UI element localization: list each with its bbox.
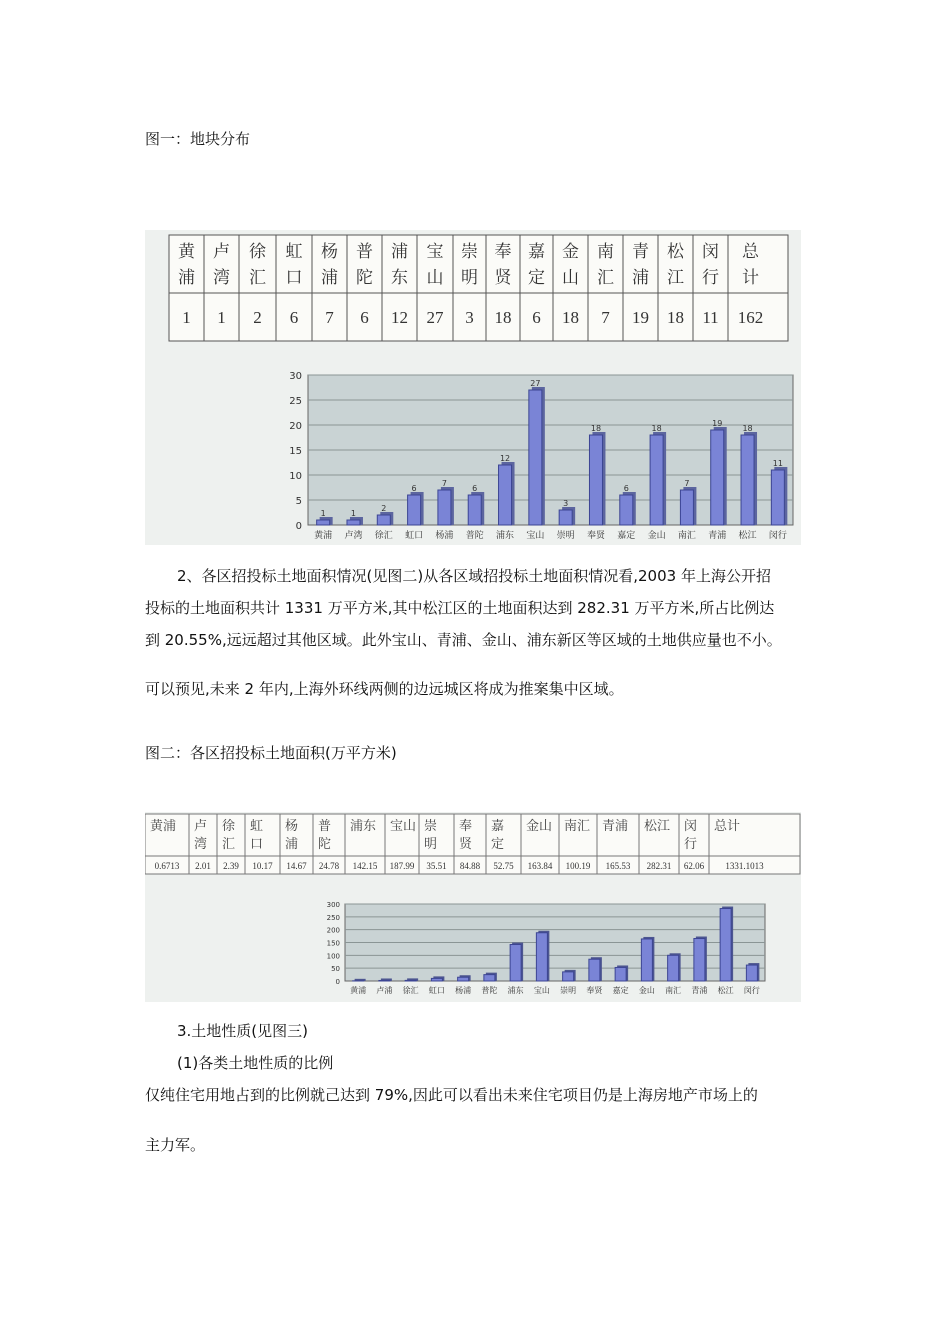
chart1-data-label: 18 [590,424,602,433]
chart2-xtick-label: 青浦 [691,986,708,995]
chart1-data-label: 12 [499,454,511,463]
table2-header-cell: 嘉 [491,819,505,834]
figure1-caption: 图一：地块分布 [145,130,251,148]
table1-header-cell: 奉 [494,242,512,262]
table1-header-cell: 明 [461,268,478,288]
table2-value-cell: 187.99 [389,861,415,871]
chart2-xtick-label: 卢浦 [376,986,393,995]
chart1-data-label: 6 [623,484,629,493]
table1-header-cell: 徐 [249,242,266,262]
chart1-bar [377,515,390,525]
chart1-ytick-label: 0 [295,521,302,532]
table2-header-cell: 陀 [318,837,332,852]
table2-header-cell: 浦东 [350,819,377,834]
chart1-xtick-label: 黄浦 [314,531,333,541]
table1-header-cell: 卢 [213,242,230,262]
chart1-data-label: 6 [472,484,478,493]
chart1-data-label: 19 [712,419,723,428]
chart2-bar [641,939,652,981]
chart1-data-label: 1 [350,509,357,518]
chart2-ytick-label: 250 [326,913,340,922]
chart1-bar [438,490,451,525]
table2-header-cell: 奉 [459,819,473,834]
table2-value-cell: 52.75 [493,861,514,871]
table1-value-cell: 162 [737,308,764,327]
chart2-ytick-label: 300 [326,901,340,909]
chart1-xtick-label: 徐汇 [374,531,393,541]
chart2-bar [510,945,521,981]
chart1-ytick-label: 30 [289,371,302,382]
table1-value-cell: 18 [667,308,684,327]
chart1-xtick-label: 青浦 [708,531,727,541]
table1-header-cell: 总 [742,242,759,262]
table2-value-cell: 163.84 [527,861,553,871]
chart1-bar [347,520,360,525]
table2-header-cell: 黄浦 [150,819,177,834]
table1-header-cell: 浦 [178,268,195,288]
chart1-xtick-label: 浦东 [496,531,515,541]
table2-value-cell: 165.53 [605,861,631,871]
table1-value-cell: 7 [325,308,334,327]
chart2-ytick-label: 0 [335,978,340,986]
table1-value-cell: 27 [426,308,444,327]
table2-header-cell: 卢 [194,819,208,834]
chart1-bar [711,430,724,525]
table1-value-cell: 6 [532,308,541,327]
table1-value-cell: 1 [182,308,191,327]
chart2-xtick-label: 杨浦 [455,986,472,995]
table1-header-cell: 陀 [356,268,373,288]
chart2-ytick-label: 150 [326,939,340,948]
chart2-bar [431,978,442,981]
table2-header-cell: 崇 [424,819,438,834]
chart1-xtick-label: 嘉定 [617,531,636,541]
chart1-xtick-label: 崇明 [556,531,575,541]
table2-header-cell: 湾 [194,837,208,852]
table2-value-cell: 24.78 [318,861,340,871]
chart1-xtick-label: 杨浦 [435,531,454,541]
chart2-ytick-label: 100 [326,952,340,961]
chart1-ytick-label: 25 [289,396,302,407]
table1-header-cell: 口 [285,268,303,288]
chart1-ytick-label: 15 [289,446,302,457]
table2-value-cell: 142.15 [352,861,378,871]
chart2-xtick-label: 奉贤 [586,986,603,995]
table1-header-cell: 闵 [702,242,719,262]
chart2-ytick-label: 200 [326,926,340,935]
table2-value-cell: 0.6713 [154,861,180,871]
figure2-caption: 图二：各区招投标土地面积(万平方米) [145,744,397,762]
chart2-xtick-label: 崇明 [560,986,577,995]
chart2-xtick-label: 松江 [717,986,734,995]
chart2-xtick-label: 黄浦 [350,986,367,995]
section3-title: 3.土地性质(见图三) [177,1022,309,1040]
table1-header-cell: 崇 [461,242,478,262]
chart1-bar [650,435,663,525]
paragraph-2 [145,560,825,656]
table1-value-cell: 11 [702,308,719,327]
table1-value-cell: 1 [217,308,226,327]
table1-header-cell: 贤 [494,268,512,288]
chart1-ytick-label: 5 [295,496,302,507]
chart2-xtick-label: 金山 [638,986,655,995]
chart1-bar [741,435,754,525]
table1-value-cell: 12 [391,308,408,327]
chart2-ytick-label: 50 [331,965,340,974]
table2-value-cell: 14.67 [286,861,307,871]
table1-header-cell: 浦 [632,268,649,288]
table1-value-cell: 6 [360,308,369,327]
chart1-xtick-label: 南汇 [677,531,696,541]
paragraph-2-line2: 投标的土地面积共计 1331 万平方米,其中松江区的土地面积达到 282.31 万平方米,所占比例达 [145,599,775,617]
figure2-svg [145,812,801,1002]
table2-header-cell: 闵 [684,819,698,834]
table1-header-cell: 山 [562,268,579,288]
table1-header-cell: 计 [742,268,759,288]
chart1-data-label: 11 [772,459,783,468]
table2-value-cell: 35.51 [426,861,447,871]
table1-header-cell: 南 [597,242,614,262]
chart2-bar [615,967,626,981]
table2-value-cell: 2.39 [223,861,239,871]
table2-value-cell: 62.06 [683,861,705,871]
table1-value-cell: 6 [289,308,299,327]
table2-header-cell: 南汇 [564,819,591,834]
table1-header-cell: 普 [356,242,373,262]
table2-value-cell: 100.19 [565,861,591,871]
chart1-xtick-label: 普陀 [465,531,484,541]
table2-header-cell: 行 [684,837,698,852]
table2-header-cell: 普 [318,819,332,834]
chart1-xtick-label: 卢湾 [344,531,363,541]
table1-header-cell: 虹 [285,242,303,262]
chart1-bar [468,495,481,525]
chart1-bar [529,390,542,525]
chart1-xtick-label: 闵行 [768,531,787,541]
chart2-xtick-label: 普陀 [481,986,498,995]
section3-line2: 主力军。 [145,1136,206,1154]
chart1-bar [499,465,512,525]
chart1-data-label: 7 [441,479,447,488]
chart2-xtick-label: 徐汇 [402,986,419,995]
figure2 [145,812,801,1002]
chart1-xtick-label: 松江 [738,531,757,541]
table1-header-cell: 黄 [178,242,195,262]
chart2-bar [379,980,390,981]
chart1-data-label: 7 [684,479,690,488]
chart2-bar [458,977,469,981]
chart2-bar [746,965,757,981]
chart2-bar [668,955,679,981]
table2-value-cell: 1331.1013 [725,861,764,871]
table2-value-cell: 10.17 [252,861,273,871]
section3-line1: 仅纯住宅用地占到的比例就己达到 79%,因此可以看出未来住宅项目仍是上海房地产市场上的 [145,1086,758,1104]
chart1-bar [408,495,421,525]
chart1-bar [771,470,784,525]
chart2-xtick-label: 南汇 [665,986,682,995]
table2-header-cell: 贤 [459,837,473,852]
table1-value-cell: 7 [601,308,610,327]
chart1-xtick-label: 宝山 [526,531,545,541]
chart2-bar [589,959,600,981]
chart1-bar [680,490,693,525]
table1-header-cell: 杨 [321,242,338,262]
table2-header-cell: 松江 [644,819,671,834]
table2-header-cell: 定 [491,837,505,852]
section3-subtitle: (1)各类土地性质的比例 [177,1054,334,1072]
table1-value-cell: 2 [253,308,262,327]
table2-value-cell: 84.88 [459,861,481,871]
table2-value-cell: 2.01 [195,861,211,871]
table1-header-cell: 嘉 [528,242,545,262]
table2-header-cell: 明 [424,837,438,852]
table2-header-cell: 虹 [250,819,264,834]
table1-header-cell: 青 [632,242,649,262]
chart1-data-label: 2 [381,504,387,513]
table1-header-cell: 宝 [426,242,444,262]
table2-header-cell: 徐 [222,819,236,834]
table2-header-cell: 浦 [285,837,299,852]
table1-header-cell: 湾 [213,268,230,288]
table2-header-cell: 金山 [526,819,553,834]
chart1-xtick-label: 虹口 [405,531,424,541]
figure1 [145,230,801,545]
table2-header-cell: 总计 [714,819,741,834]
chart1-data-label: 3 [563,499,569,508]
table2-header-cell: 杨 [285,819,299,834]
figure1-svg [145,230,801,545]
chart2-bar [484,975,495,981]
table1-value-cell: 3 [465,308,474,327]
chart1-ytick-label: 10 [289,471,302,482]
table2-header-cell: 汇 [222,837,236,852]
table1-header-cell: 山 [426,268,444,288]
chart1-data-label: 27 [530,379,541,388]
chart2-xtick-label: 闵行 [743,986,760,995]
chart2-xtick-label: 浦东 [507,986,524,995]
table2-header-cell: 口 [250,837,264,852]
table1-header-cell: 东 [391,268,408,288]
chart1-bar [559,510,572,525]
table1-header-cell: 汇 [249,268,266,288]
table1-header-cell: 汇 [597,268,614,288]
chart1-xtick-label: 金山 [647,531,666,541]
chart2-xtick-label: 宝山 [533,986,550,995]
table1-value-cell: 18 [562,308,579,327]
table2-value-cell: 282.31 [646,861,672,871]
chart1-bar [317,520,330,525]
table1-header-cell: 松 [667,242,684,262]
chart1-data-label: 18 [742,424,753,433]
table1-header-cell: 浦 [391,242,408,262]
chart1-bar [589,435,602,525]
chart1-data-label: 18 [651,424,662,433]
chart2-bar [720,909,731,981]
paragraph-2-line3: 到 20.55%,远远超过其他区域。此外宝山、青浦、金山、浦东新区等区域的土地供应量也不小。 [145,631,782,649]
paragraph-2-line1: 2、各区招投标土地面积情况(见图二)从各区域招投标土地面积情况看,2003 年上海公开招 [177,567,771,585]
table2-header-cell: 青浦 [602,819,629,834]
table1-header-cell: 定 [528,268,545,288]
table1-header-cell: 江 [667,268,684,288]
table1-header-cell: 行 [702,268,719,288]
chart1-ytick-label: 20 [289,421,302,432]
paragraph-2-line4: 可以预见,未来 2 年内,上海外环线两侧的边远城区将成为推案集中区域。 [145,680,624,698]
table1-header-cell: 金 [562,242,579,262]
chart1-data-label: 1 [320,509,326,518]
chart1-bar [620,495,633,525]
chart1-xtick-label: 奉贤 [586,531,605,541]
chart2-bar [694,939,705,981]
chart2-bar [563,972,574,981]
chart2-xtick-label: 虹口 [428,986,445,995]
table1-value-cell: 18 [494,308,512,327]
table1-header-cell: 浦 [321,268,338,288]
chart2-xtick-label: 嘉定 [612,986,629,995]
chart1-data-label: 6 [411,484,417,493]
chart2-bar [405,980,416,981]
table2-header-cell: 宝山 [390,819,417,834]
chart2-bar [536,933,547,981]
table1-value-cell: 19 [632,308,649,327]
